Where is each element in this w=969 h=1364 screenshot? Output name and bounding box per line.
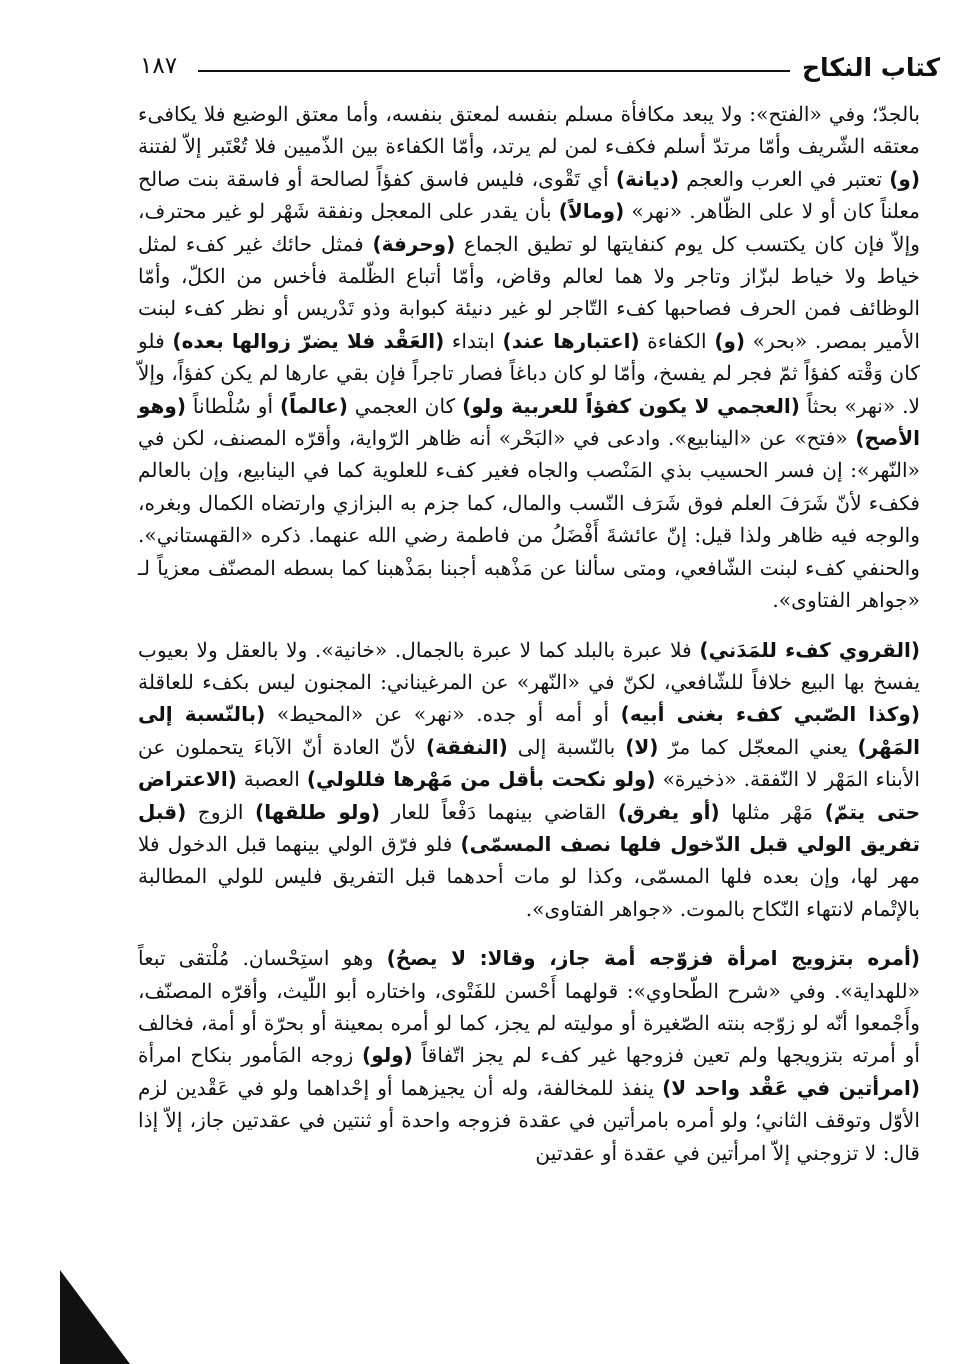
- paragraph-3: [138, 942, 920, 1169]
- matn-bold-text: (عالماً): [280, 393, 348, 418]
- paragraph-1: [138, 98, 920, 617]
- page-body: [138, 98, 920, 1169]
- matn-bold-text: (العَقْد فلا يضرّ زوالها بعده): [172, 328, 445, 353]
- commentary-text: فلو فرّق الولي بينهما قبل الدخول فلا مهر لها، وإن بعده فلها المسمّى، وكذا لو مات أحدهما قبل التفريق فليس للولي المطالبة بالإتْمام لانتهاء النّكاح بالموت. «جواهر الفتاوى».: [138, 831, 920, 921]
- commentary-text: أو أمه أو جده. «نهر» عن «المحيط»: [265, 702, 621, 727]
- paragraph-2: [138, 634, 920, 926]
- commentary-text: فلو كان وَقْته كفؤاً ثمّ فجر لم يفسخ، وأمّا لو كان دباغاً فصار تاجراً فإن بقي عارها لم يكن كفؤاً، وإلاّ لا. «نهر» بحثاً: [138, 328, 921, 418]
- matn-bold-text: (النفقة): [426, 734, 508, 759]
- page-header: [140, 48, 940, 88]
- commentary-text: يعني المعجّل كما مرّ: [658, 734, 858, 759]
- matn-bold-text: (وحرفة): [372, 231, 456, 256]
- matn-bold-text: (العجمي لا يكون كفؤاً للعربية ولو): [462, 393, 800, 418]
- matn-bold-text: (القروي كفء للمَدَني): [699, 637, 920, 662]
- matn-bold-text: (ومالاً): [558, 199, 625, 224]
- commentary-text: «فتح» عن «الينابيع». وادعى في «البَحْر» أنه ظاهر الرّواية، وأقرّه المصنف، لكن في «النّهر»: إن فسر الحسيب بذي المَنْصب والجاه فغير كفء للعلوية كما في الينابيع، وإن بالعالم فكفء لأنّ شَرَفَ العلم فوق شَرَف النّسب والمال، كما جزم به البزازي وارتضاه الكمال وبغره، والوجه فيه ظاهر ولذا قيل: إنّ عائشةَ أَفْضَلُ من فاطمة رضي الله عنهما. ذكره «القهستاني». والحنفي كفء لبنت الشّافعي، ومتى سألنا عن مَذْهبه أجبنا بمَذْهبنا كما بسطه المصنّف معزياً لـ «جواهر الفتاوى».: [138, 426, 920, 613]
- commentary-text: بالجدّ؛ وفي «الفتح»: ولا يبعد مكافأة مسلم بنفسه لمعتق بنفسه، وأما معتق الوضيع فلا يكافىء معتقه الشّريف وأمّا مرتدّ أسلم فكفء لمن لم يرتد، وأمّا الكفاءة بين الذّميين فلا تُعْتَبر إلاّ لفتنة: [138, 102, 920, 159]
- matn-bold-text: (اعتبارها عند): [502, 328, 640, 353]
- matn-bold-text: (ولو نكحت بأقل من مَهْرها فللولي): [306, 767, 656, 792]
- matn-bold-text: (ولو): [362, 1043, 413, 1068]
- commentary-text: فلا عبرة بالبلد كما لا عبرة بالجمال. «خانية». ولا بالعقل ولا بعيوب يفسخ بها البيع خلافاً للشّافعي، لكنّ في «النّهر» عن المرغيناني: المجنون ليس بكفء للعاقلة: [138, 637, 920, 694]
- commentary-text: تعتبر في العرب والعجم: [679, 166, 890, 191]
- commentary-text: الكفاءة: [639, 328, 715, 353]
- matn-bold-text: (الاعتراض حتى يتمّ): [138, 767, 920, 824]
- commentary-text: مَهْر مثلها: [719, 799, 825, 824]
- commentary-text: أو سُلْطاناً: [185, 393, 280, 418]
- matn-bold-text: (وهو الأصح): [138, 393, 920, 451]
- page-number: ١٨٧: [140, 53, 178, 79]
- commentary-text: فمثل حائك غير كفء لمثل خياط ولا خياط لبزّاز وتاجر ولا هما لعالم وقاض، وأمّا أتباع الظّلمة فأخس من الكلّ، وأمّا الوظائف فمن الحرف فصاحبها كفء التّاجر لو غير دنيئة كبوابة وذو تَدْريس أو نظر كفء لبنت الأمير بمصر. «بحر»: [138, 231, 920, 353]
- commentary-text: الزوج: [186, 799, 256, 824]
- matn-bold-text: (قبل تفريق الولي قبل الدّخول فلها نصف المسمّى): [138, 799, 921, 856]
- matn-bold-text: (أمره بتزويج امرأة فزوّجه أمة جاز، وقالا: لا يصحُ): [386, 946, 920, 971]
- commentary-text: زوجه المَأمور بنكاح امرأة: [138, 1043, 363, 1068]
- matn-bold-text: (وكذا الصّبي كفء بغنى أبيه): [620, 702, 921, 727]
- matn-bold-text: (بالنّسبة إلى المَهْر): [138, 702, 921, 759]
- commentary-text: أي تَقْوى، فليس فاسق كفؤاً لصالحة أو فاسقة بنت صالح معلناً كان أو لا على الظّاهر. «نهر»: [138, 166, 920, 224]
- matn-bold-text: (ديانة): [615, 166, 680, 191]
- corner-triangle-icon: [60, 1270, 130, 1364]
- chapter-title: كتاب النكاح: [801, 53, 940, 82]
- commentary-text: بأن يقدر على المعجل ونفقة شَهْر لو غير محترف، وإلاّ فإن كان يكتسب كل يوم كنفايتها لو تطيق الجماع: [138, 199, 920, 256]
- commentary-text: وهو استِحْسان. مُلْتقى تبعاً «للهداية». وفي «شرح الطّحاوي»: قولهما أَحْسن للفَتْوى، واختاره أبو اللّيث، وأقرّه المصنّف، وأَجْمعوا أنّه لو زوّجه بنته الصّغيرة أو موليته لم يجز، كما لو أمره بمعينة أو بحرّة أو أمة، فخالف أو أمرته بتزويجها ولم تعين فزوجها غير كفء لم يجز اتّفاقاً: [138, 946, 920, 1068]
- matn-bold-text: (و): [714, 328, 746, 353]
- commentary-text: القاضي بينهما دَفْعاً للعار: [380, 799, 618, 824]
- commentary-text: كان العجمي: [347, 393, 463, 418]
- matn-bold-text: (و): [889, 166, 920, 191]
- commentary-text: العصبة: [236, 767, 307, 792]
- header-rule: [198, 70, 790, 72]
- matn-bold-text: (أو يفرق): [617, 799, 720, 824]
- matn-bold-text: (لا): [625, 734, 659, 759]
- commentary-text: ابتداء: [444, 328, 503, 353]
- matn-bold-text: (ولو طلقها): [255, 799, 381, 824]
- commentary-text: لأنّ العادة أنّ الآباءَ يتحملون عن الأبناء المَهْر لا النّفقة. «ذخيرة»: [138, 734, 920, 792]
- matn-bold-text: (امرأتين في عَقْد واحد لا): [662, 1075, 920, 1100]
- commentary-text: بالنّسبة إلى: [507, 734, 626, 759]
- commentary-text: ينفذ للمخالفة، وله أن يجيزهما أو إحْداهما ولو في عَقْدين لزم الأوّل وتوقف الثاني؛ ولو أمره بامرأتين في عقدة فزوجه واحدة أو ثنتين في عقدتين جاز، إلاّ إذا قال: لا تزوجني إلاّ امرأتين في عقدة أو عقدتين: [138, 1075, 920, 1165]
